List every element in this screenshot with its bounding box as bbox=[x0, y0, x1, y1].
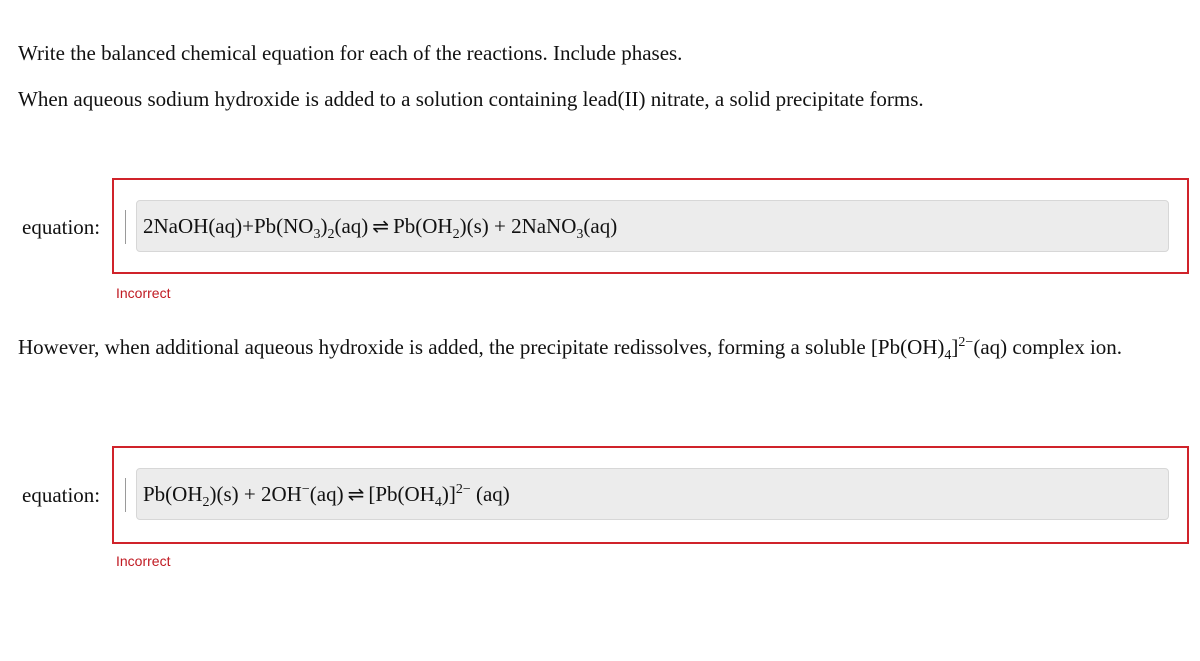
label-divider-2 bbox=[125, 478, 126, 512]
reaction-description: When aqueous sodium hydroxide is added to a solution containing lead(II) nitrate, a solid precipitate forms. bbox=[18, 87, 924, 111]
label-divider-1 bbox=[125, 210, 126, 244]
feedback-incorrect-2: Incorrect bbox=[116, 553, 171, 569]
equation-input-2[interactable]: $Pb(OH_2)(s) + 2OH^-(aq)$ ⇌ $[Pb(OH_4)]^{2-}$ (aq) bbox=[136, 468, 1169, 520]
equation-label-1: equation: bbox=[22, 215, 101, 239]
complex-ion-description: However, when additional aqueous hydroxide is added, the precipitate redissolves, forming a soluble $[Pb(OH)_4]^{2-}(aq)$ complex ion. bbox=[18, 335, 1123, 363]
equilibrium-arrow-icon: ⇌ bbox=[347, 482, 365, 506]
equilibrium-arrow-icon: ⇌ bbox=[372, 214, 390, 238]
instructions-text: Write the balanced chemical equation for each of the reactions. Include phases. bbox=[18, 41, 683, 65]
equation-input-1[interactable]: $2NaOH(aq)+Pb(NO_3)_2(aq)$ ⇌ $Pb(OH_2)(s)$ + 2NaNO$_3$(aq) bbox=[136, 200, 1169, 252]
equation-label-2: equation: bbox=[22, 483, 101, 507]
feedback-incorrect-1: Incorrect bbox=[116, 285, 171, 301]
